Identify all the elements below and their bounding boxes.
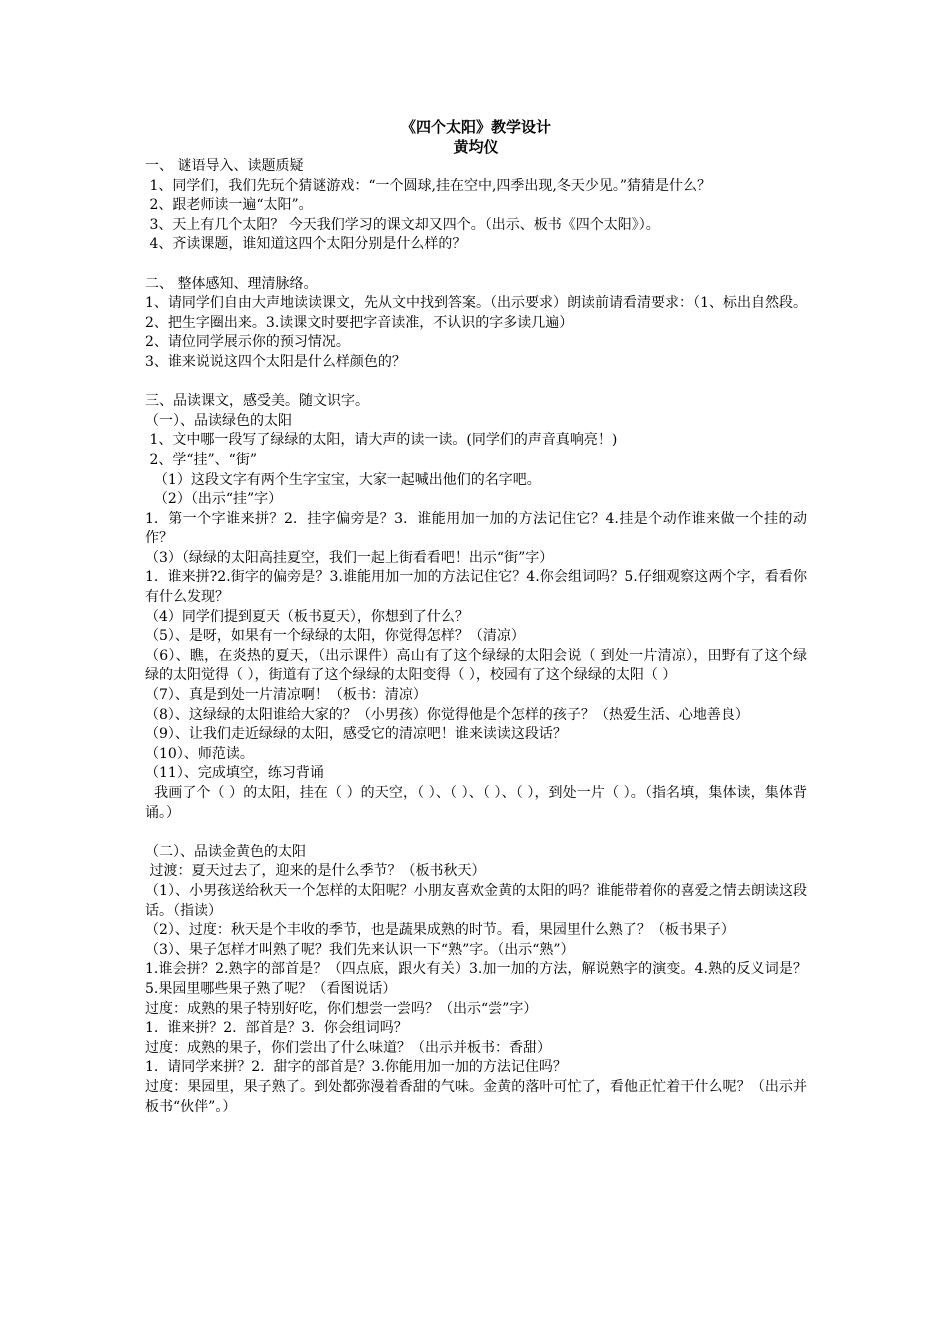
document-author: 黄均仪 — [453, 138, 499, 156]
paragraph-line: 1.谁会拼？2.熟字的部首是？（四点底，跟火有关）3.加一加的方法，解说熟字的演变。4.熟的反义词是？5.果园里哪些果子熟了呢？（看图说话） — [145, 961, 807, 997]
document-title: 《四个太阳》教学设计 — [400, 118, 551, 136]
paragraph-line: 1、文中哪一段写了绿绿的太阳，请大声的读一读。(同学们的声音真响亮！) — [145, 432, 618, 449]
paragraph-line: 2、请位同学展示你的预习情况。 — [145, 334, 350, 351]
paragraph-line: （11）、完成填空，练习背诵 — [145, 765, 324, 782]
paragraph-line: 3、谁来说说这四个太阳是什么样颜色的？ — [145, 353, 406, 370]
paragraph-line: 1. 谁来拼?2.街字的偏旁是？3.谁能用加一加的方法记住它？4.你会组词吗？5.仔细观察这两个字，看看你有什么发现？ — [145, 569, 807, 606]
paragraph-line: （9）、让我们走近绿绿的太阳，感受它的清凉吧！谁来读读这段话？ — [145, 726, 567, 743]
paragraph-line: 1. 请同学来拼？2. 甜字的部首是？3.你能用加一加的方法记住吗？ — [145, 1059, 567, 1076]
document-page — [145, 117, 807, 1117]
paragraph-line: 过度：成熟的果子，你们尝出了什么味道？（出示并板书：香甜） — [145, 1039, 551, 1056]
paragraph-line: 二、 整体感知、理清脉络。 — [145, 275, 318, 292]
blank-line — [145, 255, 807, 275]
paragraph-line: （10）、师范读。 — [145, 745, 254, 762]
paragraph-line: 2、学“挂”、“街” — [145, 451, 257, 468]
paragraph-line: 1. 谁来拼？2. 部首是？3. 你会组词吗？ — [145, 1020, 408, 1037]
paragraph-line: （3）、果子怎样才叫熟了呢？我们先来认识一下“熟”字。（出示“熟”） — [145, 941, 575, 958]
paragraph-line: （1）、小男孩送给秋天一个怎样的太阳呢？小朋友喜欢金黄的太阳的吗？谁能带着你的喜爱之情去朗读这段话。（指读） — [145, 882, 807, 919]
paragraph-line: （2）、过度：秋天是个丰收的季节，也是蔬果成熟的时节。看，果园里什么熟了？（板书果子） — [145, 922, 735, 939]
paragraph-line: （8）、这绿绿的太阳谁给大家的？（小男孩）你觉得他是个怎样的孩子？（热爱生活、心地善良） — [145, 706, 749, 723]
paragraph-line: （4）同学们提到夏天（板书夏天），你想到了什么？ — [145, 608, 469, 625]
paragraph-line: 4、齐读课题，谁知道这四个太阳分别是什么样的？ — [145, 236, 467, 253]
paragraph-line: （1）这段文字有两个生字宝宝，大家一起喊出他们的名字吧。 — [145, 471, 541, 488]
paragraph-line: 3、天上有几个太阳？ 今天我们学习的课文却又四个。（出示、板书《四个太阳》）。 — [145, 216, 660, 233]
paragraph-line: （5）、是呀，如果有一个绿绿的太阳，你觉得怎样？（清凉） — [145, 628, 525, 645]
paragraph-line: 过度：成熟的果子特别好吃，你们想尝一尝吗？（出示“尝”字） — [145, 1000, 538, 1017]
paragraph-line: 1. 第一个字谁来拼？2. 挂字偏旁是？3. 谁能用加一加的方法记住它？4.挂是个动作谁来做一个挂的动作？ — [145, 510, 807, 547]
paragraph-line: （一）、品读绿色的太阳 — [145, 412, 292, 429]
paragraph-line: 我画了个（ ）的太阳，挂在（ ）的天空，（ ）、（ ）、（ ）、（ ），到处一片（ ）。（指名填，集体读，集体背诵。） — [145, 785, 807, 821]
paragraph-line: （3）（绿绿的太阳高挂夏空，我们一起上街看看吧！出示“街”字） — [145, 549, 554, 566]
document-body — [145, 157, 807, 1117]
paragraph-line: 1、同学们，我们先玩个猜谜游戏：“一个圆球,挂在空中,四季出现,冬天少见。”猜猜是什么？ — [145, 177, 712, 194]
blank-line — [145, 823, 807, 843]
paragraph-line: 过渡：夏天过去了，迎来的是什么季节？（板书秋天） — [145, 863, 486, 880]
paragraph-line: 2、跟老师读一遍“太阳”。 — [145, 197, 313, 214]
paragraph-line: 一、 谜语导入、读题质疑 — [145, 158, 304, 174]
paragraph-line: 三、品读课文，感受美。随文识字。 — [145, 393, 369, 410]
paragraph-line: （7）、真是到处一片清凉啊！（板书：清凉） — [145, 687, 427, 704]
paragraph-line: （2）（出示“挂”字） — [145, 491, 283, 508]
paragraph-line: 过度：果园里，果子熟了。到处都弥漫着香甜的气味。金黄的落叶可忙了，看他正忙着干什么呢？（出示并板书“伙伴”。） — [145, 1078, 807, 1115]
paragraph-line: 1、请同学们自由大声地读读课文，先从文中找到答案。（出示要求）朗读前请看清要求：（1、标出自然段。2、把生字圈出来。3.读课文时要把字音读准，不认识的字多读几遍） — [145, 295, 807, 331]
paragraph-line: （二）、品读金黄色的太阳 — [145, 843, 306, 860]
blank-line — [145, 373, 807, 393]
paragraph-line: （6）、瞧，在炎热的夏天，（出示课件）高山有了这个绿绿的太阳会说（ 到处一片清凉），田野有了这个绿绿的太阳觉得（ ），街道有了这个绿绿的太阳变得（ ），校园有了这个绿绿的太阳（ ） — [145, 647, 807, 684]
